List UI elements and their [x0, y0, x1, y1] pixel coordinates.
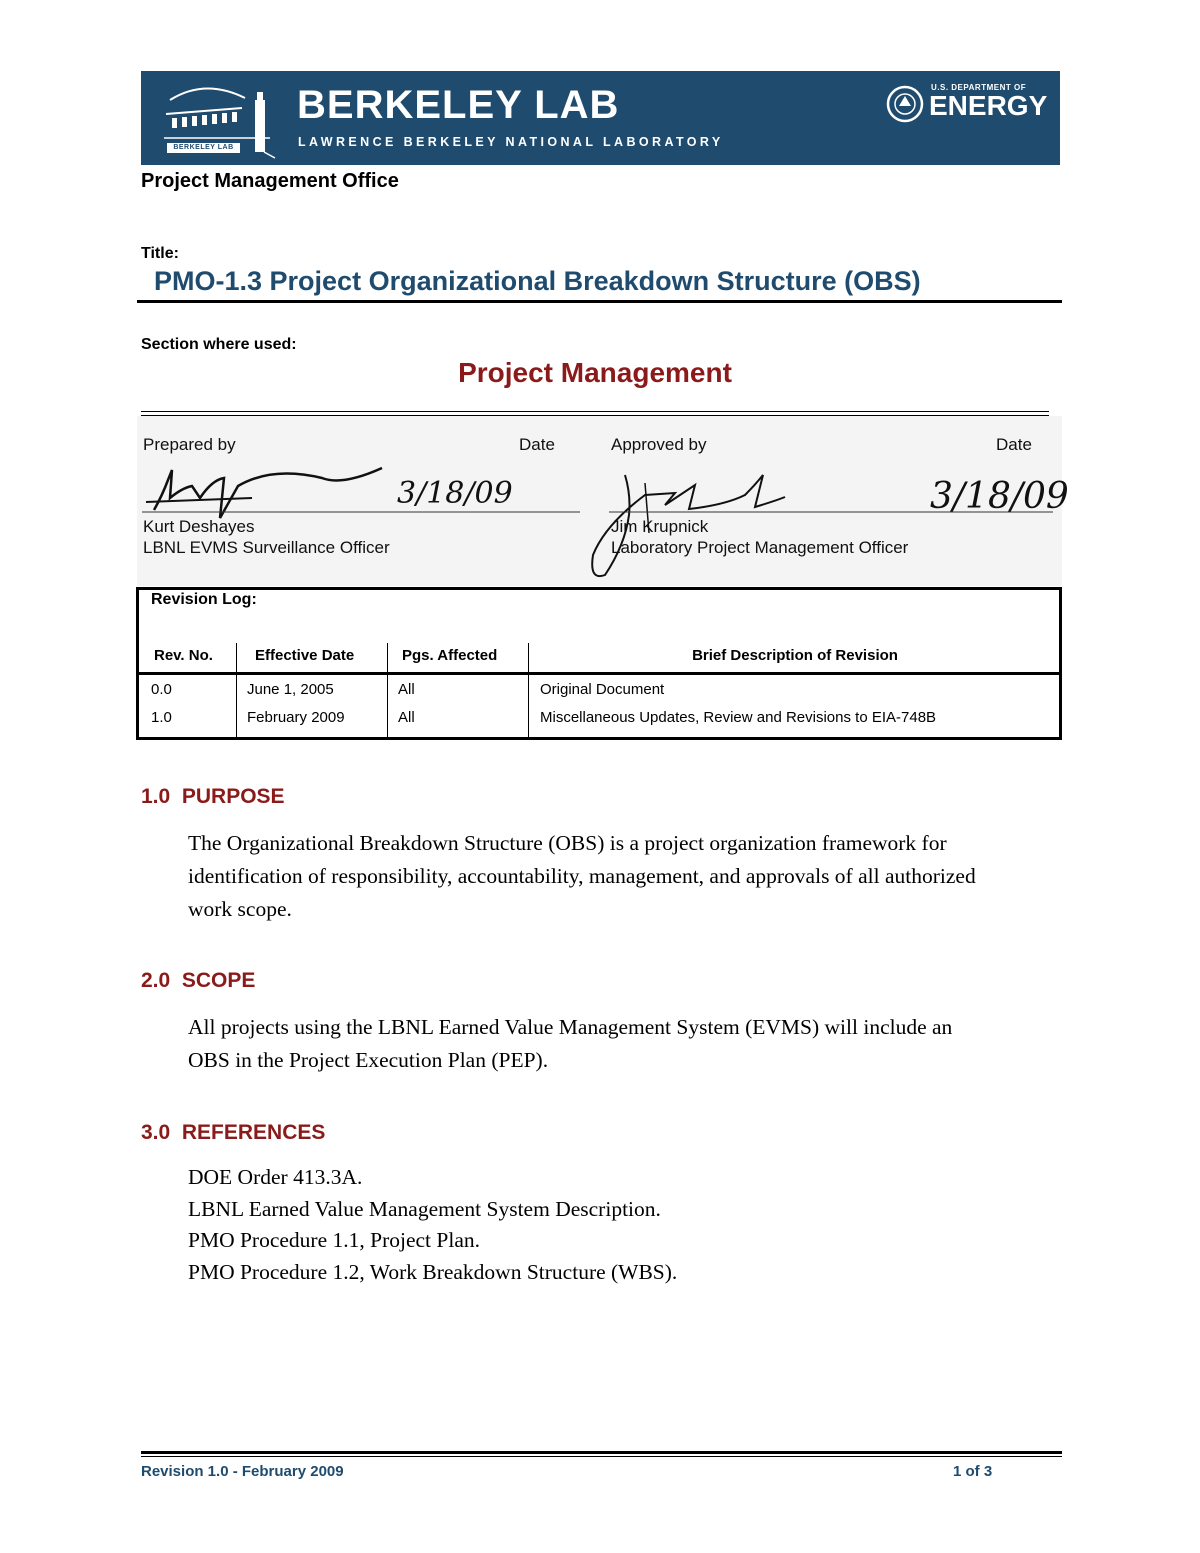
lab-full-name: LAWRENCE BERKELEY NATIONAL LABORATORY — [298, 135, 724, 149]
revision-row-1-pages: All — [398, 709, 415, 726]
approved-date-label: Date — [996, 435, 1032, 454]
prepared-date: 3/18/09 — [397, 476, 513, 511]
doe-energy-label: ENERGY — [929, 90, 1048, 121]
section-rule-top — [141, 411, 1049, 412]
section-heading-scope — [141, 969, 255, 993]
document-title: PMO-1.3 Project Organizational Breakdown Structure (OBS) — [154, 266, 921, 296]
footer-page-number: 1 of 3 — [953, 1463, 993, 1480]
revision-row-1-date: February 2009 — [247, 709, 345, 726]
revision-log-title: Revision Log: — [151, 591, 257, 608]
section-title: PURPOSE — [181, 785, 285, 808]
approved-name: Jim Krupnick — [611, 517, 709, 536]
scope-line: All projects using the LBNL Earned Value Management System (EVMS) will include an — [188, 1015, 953, 1039]
prepared-by-label: Prepared by — [143, 435, 236, 454]
revision-header-rule — [136, 672, 1062, 675]
approved-role: Laboratory Project Management Officer — [611, 538, 909, 557]
revision-col-description: Brief Description of Revision — [692, 647, 898, 664]
revision-row-1-rev: 1.0 — [151, 709, 172, 726]
footer-rule-bottom — [141, 1456, 1062, 1457]
section-title: SCOPE — [181, 969, 256, 992]
revision-row-0-pages: All — [398, 681, 415, 698]
revision-col-rev-no: Rev. No. — [154, 647, 213, 664]
purpose-line: work scope. — [188, 897, 292, 921]
section-title: REFERENCES — [181, 1121, 326, 1144]
reference-item: PMO Procedure 1.2, Work Breakdown Structure (WBS). — [188, 1259, 678, 1284]
revision-row-0-date: June 1, 2005 — [247, 681, 334, 698]
section-number: 3.0 — [141, 1121, 171, 1144]
section-heading-references — [141, 1121, 325, 1145]
revision-col-divider — [528, 643, 529, 737]
references-body — [188, 1162, 677, 1288]
approved-by-label: Approved by — [611, 435, 707, 454]
purpose-body — [188, 827, 976, 926]
prepared-role: LBNL EVMS Surveillance Officer — [143, 538, 390, 557]
doe-department-label: U.S. DEPARTMENT OF — [931, 83, 1027, 92]
revision-col-effective-date: Effective Date — [255, 647, 355, 664]
prepared-signature-icon — [142, 458, 582, 524]
footer-rule-top — [141, 1451, 1062, 1454]
section-label: Section where used: — [141, 336, 297, 353]
revision-row-1-description: Miscellaneous Updates, Review and Revisions to EIA-748B — [540, 709, 937, 726]
footer-revision: Revision 1.0 - February 2009 — [141, 1463, 344, 1480]
purpose-line: The Organizational Breakdown Structure (OBS) is a project organization framework for — [188, 831, 947, 855]
title-label: Title: — [141, 245, 179, 262]
revision-col-divider — [236, 643, 237, 737]
doe-seal-icon — [885, 84, 925, 124]
lab-name: BERKELEY LAB — [297, 83, 620, 127]
reference-item: DOE Order 413.3A. — [188, 1165, 363, 1189]
scope-body — [188, 1011, 952, 1077]
logo-caption: BERKELEY LAB — [167, 143, 240, 153]
revision-row-0-rev: 0.0 — [151, 681, 172, 698]
revision-col-pgs-affected: Pgs. Affected — [402, 647, 498, 664]
title-rule — [137, 300, 1062, 303]
section-number: 2.0 — [141, 969, 171, 992]
approved-date: 3/18/09 — [930, 476, 1069, 517]
purpose-line: identification of responsibility, accountability, management, and approvals of all authorized — [188, 864, 976, 888]
revision-col-divider — [387, 643, 388, 737]
reference-item: PMO Procedure 1.1, Project Plan. — [188, 1228, 481, 1252]
revision-row-0-description: Original Document — [540, 681, 665, 698]
section-number: 1.0 — [141, 785, 171, 808]
reference-item: LBNL Earned Value Management System Description. — [188, 1196, 661, 1221]
section-heading-purpose — [141, 785, 285, 809]
prepared-date-label: Date — [519, 435, 555, 454]
scope-line: OBS in the Project Execution Plan (PEP). — [188, 1048, 549, 1072]
office-name: Project Management Office — [141, 170, 399, 192]
section-name: Project Management — [458, 357, 732, 388]
prepared-name: Kurt Deshayes — [143, 517, 255, 536]
